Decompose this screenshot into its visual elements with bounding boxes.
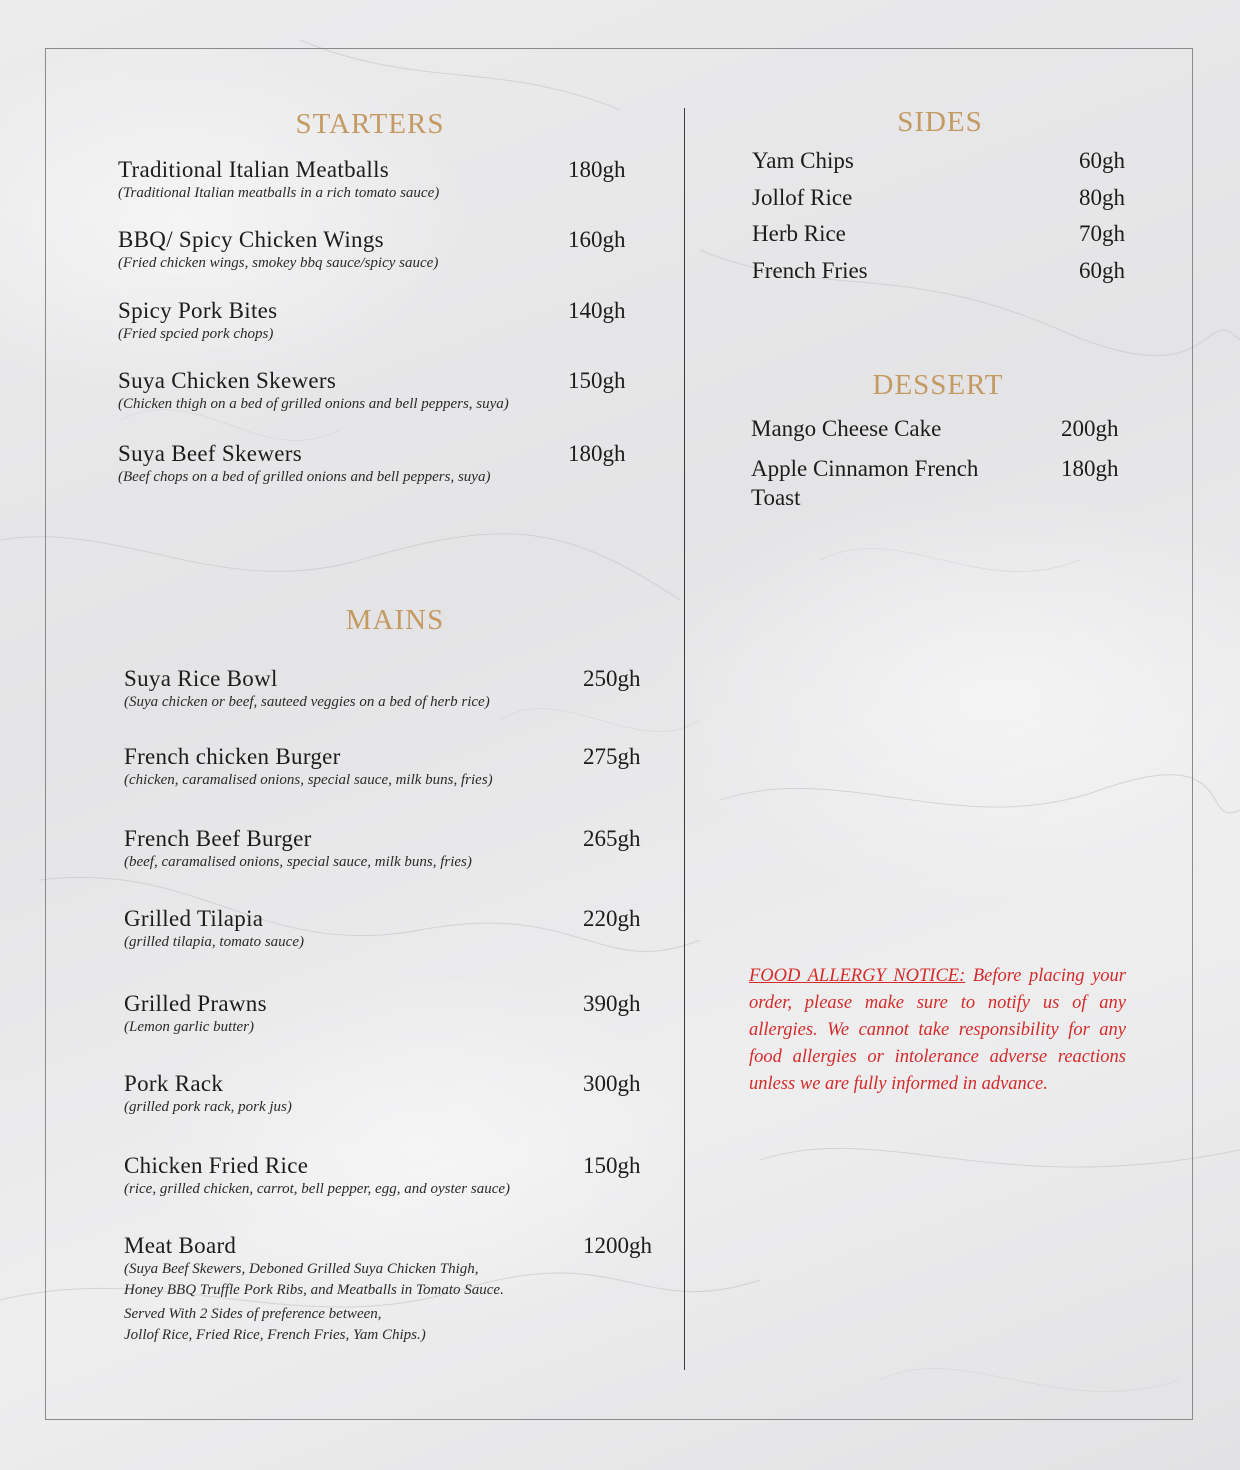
item-description: (grilled pork rack, pork jus): [124, 1099, 292, 1115]
item-price: 180gh: [568, 157, 626, 182]
item-name: Grilled Prawns: [124, 991, 267, 1016]
menu-item: [118, 157, 439, 204]
item-name: French Beef Burger: [124, 826, 312, 851]
allergy-notice-text: Before placing your order, please make sure to notify us of any allergies. We cannot take responsibility for any food allergies or intolerance adverse reactions unless we are fully informed in advance.: [749, 966, 1127, 1094]
allergy-notice-label: FOOD ALLERGY NOTICE:: [749, 966, 966, 986]
menu-item: [124, 826, 472, 873]
item-name: Meat Board: [124, 1233, 237, 1258]
column-divider: [684, 108, 685, 1370]
menu-item: [118, 298, 277, 345]
side-item-name: Jollof Rice: [752, 185, 853, 210]
item-description: (Beef chops on a bed of grilled onions and bell peppers, suya): [118, 469, 491, 485]
item-price: 140gh: [568, 298, 626, 323]
menu-item: [118, 227, 438, 274]
menu-item: [124, 744, 493, 791]
item-price: 150gh: [583, 1153, 641, 1178]
side-item-name: Herb Rice: [752, 221, 846, 246]
dessert-item-name: Apple Cinnamon French: [751, 456, 979, 481]
side-item-price: 60gh: [1079, 258, 1125, 283]
side-item-name: Yam Chips: [752, 148, 854, 173]
item-name: Chicken Fried Rice: [124, 1153, 309, 1178]
item-description: (Lemon garlic butter): [124, 1019, 254, 1035]
item-name: Grilled Tilapia: [124, 906, 264, 931]
menu-item: [124, 1071, 292, 1118]
item-price: 265gh: [583, 826, 641, 851]
item-price: 160gh: [568, 227, 626, 252]
item-price: 300gh: [583, 1071, 641, 1096]
mains-heading: MAINS: [345, 604, 445, 636]
item-price: 220gh: [583, 906, 641, 931]
item-name: Pork Rack: [124, 1071, 224, 1096]
menu-item: [118, 441, 490, 488]
item-price: 250gh: [583, 666, 641, 691]
item-price: 1200gh: [583, 1233, 652, 1258]
item-description: (grilled tilapia, tomato sauce): [124, 934, 304, 950]
dessert-heading: DESSERT: [872, 369, 1004, 401]
side-item-price: 80gh: [1079, 185, 1125, 210]
item-name: Spicy Pork Bites: [118, 298, 278, 323]
starters-heading: STARTERS: [295, 108, 445, 140]
item-price: 180gh: [568, 441, 626, 466]
item-description: (rice, grilled chicken, carrot, bell pepper, egg, and oyster sauce): [124, 1181, 511, 1197]
item-description-line: Served With 2 Sides of preference between,: [124, 1306, 382, 1322]
item-description: (Fried spcied pork chops): [118, 326, 274, 342]
item-price: 275gh: [583, 744, 641, 769]
side-item-price: 60gh: [1079, 148, 1125, 173]
item-name: Suya Chicken Skewers: [118, 368, 337, 393]
item-description: (Chicken thigh on a bed of grilled onions and bell peppers, suya): [118, 396, 509, 412]
side-item-price: 70gh: [1079, 221, 1125, 246]
dessert-item-name: Mango Cheese Cake: [751, 416, 942, 441]
food-allergy-notice: [749, 963, 1126, 1098]
menu-item: [124, 1153, 510, 1200]
dessert-item-name: Toast: [751, 485, 801, 510]
item-description: (Suya chicken or beef, sauteed veggies on a bed of herb rice): [124, 694, 490, 710]
menu-item: [124, 906, 304, 953]
item-price: 390gh: [583, 991, 641, 1016]
dessert-item-price: 200gh: [1061, 416, 1119, 441]
menu-item: [124, 666, 490, 713]
item-name: Suya Beef Skewers: [118, 441, 302, 466]
menu-item: [118, 368, 509, 415]
item-price: 150gh: [568, 368, 626, 393]
item-description: (Traditional Italian meatballs in a rich tomato sauce): [118, 185, 440, 201]
dessert-item-price: 180gh: [1061, 456, 1119, 481]
menu-item: [124, 991, 267, 1038]
sides-heading: SIDES: [897, 106, 983, 138]
menu-item: [124, 1233, 504, 1346]
side-item-name: French Fries: [752, 258, 868, 283]
item-description-line: Honey BBQ Truffle Pork Ribs, and Meatballs in Tomato Sauce.: [124, 1282, 504, 1298]
item-name: BBQ/ Spicy Chicken Wings: [118, 227, 384, 252]
item-description-line: Jollof Rice, Fried Rice, French Fries, Yam Chips.): [124, 1327, 426, 1343]
item-description: (chicken, caramalised onions, special sauce, milk buns, fries): [124, 772, 493, 788]
item-name: Traditional Italian Meatballs: [118, 157, 390, 182]
item-name: Suya Rice Bowl: [124, 666, 278, 691]
item-description: (beef, caramalised onions, special sauce, milk buns, fries): [124, 854, 472, 870]
item-name: French chicken Burger: [124, 744, 341, 769]
item-description-line: (Suya Beef Skewers, Deboned Grilled Suya Chicken Thigh,: [124, 1261, 479, 1277]
item-description: (Fried chicken wings, smokey bbq sauce/spicy sauce): [118, 255, 439, 271]
